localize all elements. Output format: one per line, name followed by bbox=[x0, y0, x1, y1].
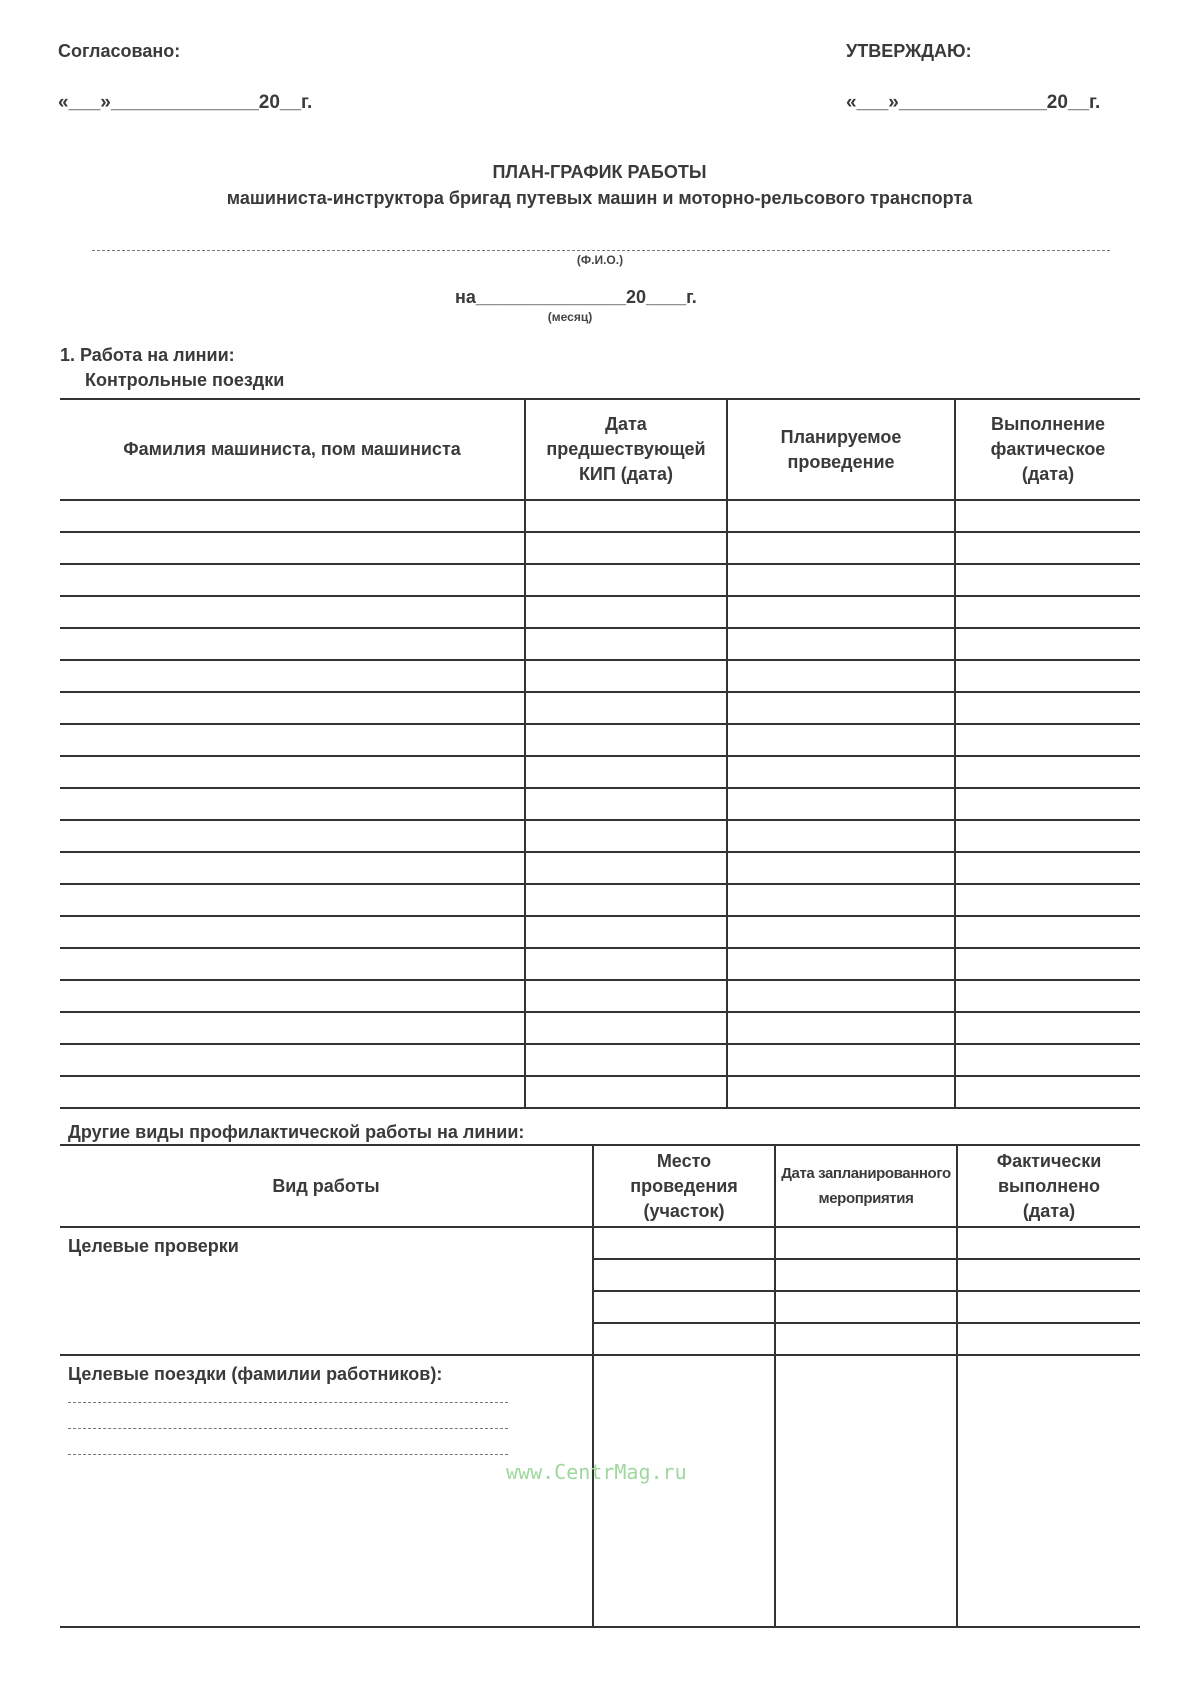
table-row bbox=[60, 564, 1140, 596]
table-cell[interactable] bbox=[955, 564, 1140, 596]
table-cell[interactable] bbox=[727, 692, 955, 724]
table-row bbox=[60, 1044, 1140, 1076]
table-cell[interactable] bbox=[60, 692, 525, 724]
table-cell[interactable] bbox=[525, 628, 727, 660]
table-cell[interactable] bbox=[727, 948, 955, 980]
document-title: ПЛАН-ГРАФИК РАБОТЫ bbox=[492, 162, 707, 182]
table-cell[interactable] bbox=[60, 564, 525, 596]
month-caption: (месяц) bbox=[547, 310, 593, 324]
table-cell[interactable] bbox=[60, 884, 525, 916]
table-cell[interactable] bbox=[60, 820, 525, 852]
table-cell[interactable] bbox=[727, 820, 955, 852]
col-location: Место проведения (участок) bbox=[593, 1145, 775, 1227]
fio-caption: (Ф.И.О.) bbox=[576, 253, 624, 267]
worker-line-3 bbox=[68, 1454, 508, 1455]
table-cell[interactable] bbox=[727, 756, 955, 788]
worker-line-1 bbox=[68, 1402, 508, 1403]
table-cell[interactable] bbox=[727, 1076, 955, 1108]
table-cell[interactable] bbox=[525, 1044, 727, 1076]
table-cell[interactable] bbox=[727, 788, 955, 820]
table-cell[interactable] bbox=[60, 596, 525, 628]
table-row bbox=[60, 692, 1140, 724]
table-cell[interactable] bbox=[60, 980, 525, 1012]
table-cell[interactable] bbox=[525, 820, 727, 852]
table-cell[interactable] bbox=[525, 852, 727, 884]
col-work-type: Вид работы bbox=[60, 1145, 593, 1227]
control-trips-table bbox=[60, 400, 1140, 1109]
table-cell[interactable] bbox=[525, 916, 727, 948]
table-cell[interactable] bbox=[727, 660, 955, 692]
table-cell[interactable] bbox=[60, 724, 525, 756]
table-cell[interactable] bbox=[525, 724, 727, 756]
period-line: на_______________20____г. bbox=[455, 287, 697, 307]
table-cell[interactable] bbox=[525, 692, 727, 724]
table-cell[interactable] bbox=[955, 660, 1140, 692]
table-cell[interactable] bbox=[525, 884, 727, 916]
table-cell[interactable] bbox=[955, 788, 1140, 820]
table-row bbox=[60, 916, 1140, 948]
table-cell[interactable] bbox=[955, 820, 1140, 852]
table-cell[interactable] bbox=[60, 660, 525, 692]
table-cell[interactable] bbox=[525, 1076, 727, 1108]
col-planned: Планируемое проведение bbox=[727, 400, 955, 500]
approve-date-line: «___»______________20__г. bbox=[846, 92, 1101, 113]
targeted-trips-label: Целевые поездки (фамилии работников): bbox=[68, 1364, 443, 1384]
table-cell[interactable] bbox=[60, 532, 525, 564]
table-cell[interactable] bbox=[60, 916, 525, 948]
section1-subheading: Контрольные поездки bbox=[85, 370, 285, 390]
table-cell[interactable] bbox=[955, 1076, 1140, 1108]
table-cell[interactable] bbox=[525, 564, 727, 596]
table-row bbox=[60, 820, 1140, 852]
table-cell[interactable] bbox=[525, 980, 727, 1012]
table-row bbox=[60, 756, 1140, 788]
table-row bbox=[60, 532, 1140, 564]
other-work-table bbox=[60, 1144, 1140, 1628]
targeted-checks-cell bbox=[60, 1227, 593, 1355]
section2-heading: Другие виды профилактической работы на линии: bbox=[68, 1122, 525, 1142]
table-cell[interactable] bbox=[955, 692, 1140, 724]
table-cell[interactable] bbox=[60, 1044, 525, 1076]
watermark: www.CentrMag.ru bbox=[506, 1460, 687, 1484]
table-cell[interactable] bbox=[727, 532, 955, 564]
targeted-checks-label: Целевые проверки bbox=[68, 1236, 239, 1256]
table-cell[interactable] bbox=[955, 596, 1140, 628]
targeted-trips-cell bbox=[60, 1355, 593, 1627]
table-row bbox=[60, 1012, 1140, 1044]
document-subtitle: машиниста-инструктора бригад путевых машин и моторно-рельсового транспорта bbox=[226, 188, 973, 208]
table-row bbox=[60, 788, 1140, 820]
table-cell[interactable] bbox=[525, 948, 727, 980]
table-row bbox=[60, 884, 1140, 916]
table-cell[interactable] bbox=[727, 916, 955, 948]
table-cell[interactable] bbox=[727, 724, 955, 756]
table-cell[interactable] bbox=[60, 756, 525, 788]
table-cell[interactable] bbox=[525, 660, 727, 692]
agreed-label: Согласовано: bbox=[58, 41, 181, 61]
table-cell[interactable] bbox=[525, 756, 727, 788]
table-cell[interactable] bbox=[727, 564, 955, 596]
table-cell[interactable] bbox=[525, 596, 727, 628]
table-cell[interactable] bbox=[525, 788, 727, 820]
table-cell[interactable] bbox=[955, 916, 1140, 948]
table-cell[interactable] bbox=[727, 1012, 955, 1044]
table-cell[interactable] bbox=[727, 628, 955, 660]
table-row bbox=[60, 948, 1140, 980]
table-cell[interactable] bbox=[955, 948, 1140, 980]
table-row bbox=[60, 660, 1140, 692]
table-cell[interactable] bbox=[60, 788, 525, 820]
table-cell[interactable] bbox=[60, 1012, 525, 1044]
approve-label: УТВЕРЖДАЮ: bbox=[846, 41, 972, 61]
table-cell[interactable] bbox=[60, 1076, 525, 1108]
table-cell[interactable] bbox=[955, 852, 1140, 884]
table-cell[interactable] bbox=[727, 500, 955, 532]
table-cell[interactable] bbox=[727, 1044, 955, 1076]
worker-line-2 bbox=[68, 1428, 508, 1429]
table-cell[interactable] bbox=[955, 500, 1140, 532]
table-row bbox=[60, 980, 1140, 1012]
table-cell[interactable] bbox=[727, 884, 955, 916]
table-cell[interactable] bbox=[525, 532, 727, 564]
col-planned-date: Дата запланированного мероприятия bbox=[775, 1145, 957, 1227]
table-cell[interactable] bbox=[727, 852, 955, 884]
table-row bbox=[60, 628, 1140, 660]
table-cell[interactable] bbox=[955, 1044, 1140, 1076]
table-cell[interactable] bbox=[60, 628, 525, 660]
col-actual: Выполнение фактическое (дата) bbox=[955, 400, 1140, 500]
agreed-date-line: «___»______________20__г. bbox=[58, 92, 313, 113]
table-row bbox=[60, 724, 1140, 756]
table-cell[interactable] bbox=[955, 980, 1140, 1012]
col-previous-kip-date: Дата предшествующей КИП (дата) bbox=[525, 400, 727, 500]
table-cell[interactable] bbox=[955, 628, 1140, 660]
table-cell[interactable] bbox=[60, 852, 525, 884]
table-cell[interactable] bbox=[955, 1012, 1140, 1044]
table-cell[interactable] bbox=[727, 980, 955, 1012]
table-row bbox=[60, 852, 1140, 884]
table-cell[interactable] bbox=[955, 884, 1140, 916]
section1-heading: 1. Работа на линии: bbox=[60, 345, 235, 365]
table-cell[interactable] bbox=[955, 724, 1140, 756]
table-row bbox=[60, 500, 1140, 532]
table-cell[interactable] bbox=[955, 756, 1140, 788]
table-row bbox=[60, 596, 1140, 628]
table-cell[interactable] bbox=[727, 596, 955, 628]
table-row bbox=[60, 1076, 1140, 1108]
col-actual-done: Фактически выполнено (дата) bbox=[957, 1145, 1140, 1227]
col-driver-name: Фамилия машиниста, пом машиниста bbox=[60, 400, 525, 500]
table-cell[interactable] bbox=[525, 1012, 727, 1044]
table-cell[interactable] bbox=[525, 500, 727, 532]
table-cell[interactable] bbox=[955, 532, 1140, 564]
table-cell[interactable] bbox=[60, 500, 525, 532]
table-cell[interactable] bbox=[60, 948, 525, 980]
fio-line bbox=[92, 250, 1110, 251]
